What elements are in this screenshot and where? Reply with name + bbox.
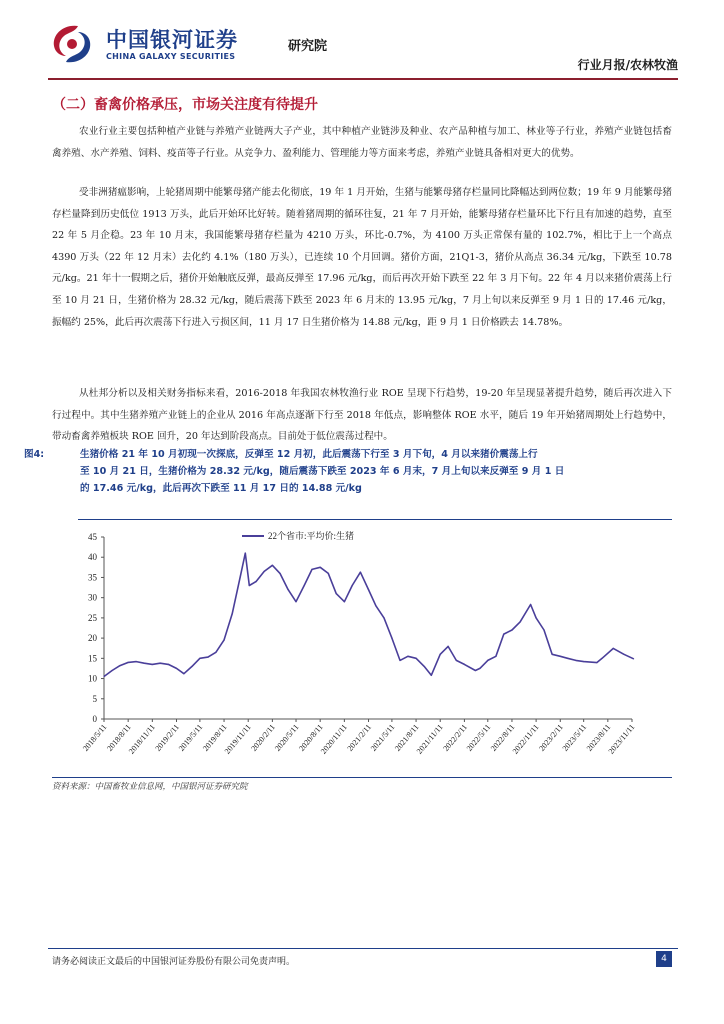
data-point (519, 621, 520, 622)
series-line-0 (104, 553, 634, 676)
data-point (336, 593, 337, 594)
data-point (255, 581, 256, 582)
y-tick-label: 30 (88, 592, 97, 603)
figure-title (24, 446, 672, 497)
data-point (633, 658, 634, 659)
x-tick-label: 2022/5/11 (464, 722, 493, 753)
x-tick-label: 2023/8/11 (584, 722, 613, 753)
section-title: （二）畜禽价格承压，市场关注度有待提升 (52, 97, 318, 113)
data-point (160, 663, 161, 664)
data-point (168, 664, 169, 665)
x-tick-label: 2020/5/11 (272, 722, 301, 753)
data-point (511, 629, 512, 630)
data-point (191, 666, 192, 667)
x-tick-label: 2021/8/11 (393, 722, 421, 753)
data-point (320, 567, 321, 568)
hog-price-chart-svg (52, 525, 672, 775)
galaxy-logo-icon (48, 22, 96, 66)
y-tick-label: 35 (88, 572, 97, 583)
y-tick-label: 45 (88, 532, 97, 542)
data-point (479, 668, 480, 669)
data-point (613, 648, 614, 649)
x-tick-label: 2023/2/11 (537, 722, 565, 753)
data-point (295, 601, 296, 602)
legend-label: 22个省市:平均价:生猪 (268, 531, 355, 541)
footer-divider (48, 948, 678, 949)
source-divider (52, 777, 672, 778)
data-point (144, 663, 145, 664)
y-tick-label: 25 (88, 612, 97, 623)
x-tick-label: 2019/2/11 (153, 722, 182, 753)
data-point (448, 646, 449, 647)
logo-chinese-name: 中国银河证券 (106, 28, 238, 52)
x-tick-label: 2023/5/11 (560, 722, 589, 753)
report-type: 行业月报/农林牧渔 (577, 58, 678, 72)
data-point (503, 633, 504, 634)
x-tick-label: 2020/8/11 (297, 722, 325, 753)
x-tick-label: 2019/11/11 (222, 722, 253, 756)
paragraph-roe: 从杜邦分析以及相关财务指标来看，2016-2018 年我国农林牧渔行业 ROE 呈现下行趋势，19-20 年呈现显著提升趋势，随后再次进入下行过程中。其中生猪养殖产业链上的企业从 2016 年高点逐渐下行至 2018 年低点，影响整体 ROE 水平，随后 19 年开始猪周期处上行趋势中，带动畜禽养殖板块 ROE 回升，20 年达到阶段高点。目前处于低位震荡过程中。 (52, 388, 672, 443)
data-point (215, 652, 216, 653)
data-point (543, 629, 544, 630)
data-point (264, 571, 265, 572)
header-divider (48, 78, 678, 80)
data-point (464, 664, 465, 665)
data-point (239, 577, 240, 578)
y-tick-label: 20 (88, 633, 97, 644)
data-point (495, 656, 496, 657)
data-point (583, 661, 584, 662)
x-tick-label: 2022/8/11 (488, 722, 517, 753)
data-point (136, 661, 137, 662)
data-point (575, 660, 576, 661)
y-tick-label: 10 (88, 673, 97, 684)
footer-disclaimer: 请务必阅读正文最后的中国银河证券股份有限公司免责声明。 (52, 957, 296, 967)
figure-divider (78, 519, 672, 520)
data-point (487, 660, 488, 661)
figure-title-line-1: 图4: 生猪价格 21 年 10 月初现一次探底，反弹至 12 月初，此后震荡下行至 3 月下旬，4 月以来猪价震荡上行 (52, 446, 672, 463)
data-point (475, 670, 476, 671)
x-tick-label: 2020/2/11 (249, 722, 277, 753)
data-point (530, 604, 531, 605)
data-point (596, 662, 597, 663)
data-point (424, 666, 425, 667)
data-point (272, 565, 273, 566)
y-tick-label: 15 (88, 653, 97, 664)
data-point (245, 553, 246, 554)
page-number: 4 (656, 951, 672, 967)
x-tick-label: 2018/11/11 (126, 722, 157, 756)
data-point (415, 658, 416, 659)
paragraph-industry: 农业行业主要包括种植产业链与养殖产业链两大子产业，其中种植产业链涉及种业、农产品种植与加工、林业等子行业，养殖产业链包括畜禽养殖、水产养殖、饲料、疫苗等子行业。从竞争力、盈利能力、管理能力等方面来考虑，养殖产业链具备相对更大的优势。 (52, 126, 672, 159)
data-point (352, 585, 353, 586)
x-tick-label: 2019/8/11 (201, 722, 229, 753)
logo-english-name: CHINA GALAXY SECURITIES (106, 52, 236, 61)
data-point (552, 654, 553, 655)
institute-name: 研究院 (288, 39, 328, 54)
x-tick-label: 2023/11/11 (606, 722, 637, 756)
data-point (601, 658, 602, 659)
figure-title-line-3: 的 17.46 元/kg，此后再次下跌至 11 月 17 日的 14.88 元/kg (80, 483, 362, 494)
data-point (328, 573, 329, 574)
data-point (456, 660, 457, 661)
data-point (344, 601, 345, 602)
data-point (391, 638, 392, 639)
data-point (223, 640, 224, 641)
x-tick-label: 2019/5/11 (176, 722, 205, 753)
data-point (288, 589, 289, 590)
x-tick-label: 2022/2/11 (441, 722, 469, 753)
y-tick-label: 5 (92, 693, 97, 704)
page-header (48, 20, 678, 78)
hog-price-chart (52, 525, 672, 775)
x-tick-label: 2022/11/11 (510, 722, 541, 756)
data-point (536, 617, 537, 618)
x-tick-label: 2021/2/11 (345, 722, 374, 753)
data-point (112, 670, 113, 671)
data-point (183, 673, 184, 674)
data-point (249, 585, 250, 586)
data-point (152, 664, 153, 665)
data-point (440, 654, 441, 655)
data-point (407, 656, 408, 657)
data-point (360, 572, 361, 573)
data-point (279, 573, 280, 574)
data-point (368, 589, 369, 590)
data-point (207, 657, 208, 658)
data-point (399, 660, 400, 661)
paragraph-hog-cycle: 受非洲猪瘟影响，上轮猪周期中能繁母猪产能去化彻底，19 年 1 月开始，生猪与能繁母猪存栏量同比降幅达到两位数；19 年 9 月能繁母猪存栏量降到历史低位 1913 万头，此后开始环比好转。随着猪周期的循环往复，21 年 7 月开始，能繁母猪存栏量环比下行且有加速的趋势，直至 22 年 5 月企稳。23 年 10 月末，我国能繁母猪存栏量为 4210 万头，环比-0.7%，为 4100 万头正常保有量的 102.7%，相比于上一个高点 4390 万头（22 年 12 月末）去化约 4.1%（180 万头），已连续 10 个月回调。猪价方面，21Q1-3，猪价从高点 36.34 元/kg，下跌至 10.78 元/kg。21 年十一假期之后，猪价开始触底反弹，最高反弹至 17.96 元/kg，而后再次开始下跌至 22 年 3 月下旬。22 年 4 月以来猪价震荡上行至 10 月 21 日，生猪价格为 28.32 元/kg，随后震荡下跌至 2023 年 6 月末的 13.95 元/kg，7 月上旬以来反弹至 9 月 1 日的 17.46 元/kg，振幅约 25%，此后再次震荡下行进入亏损区间，11 月 17 日生猪价格为 14.88 元/kg，距 9 月 1 日价格跌去 14.78%。 (52, 187, 672, 328)
data-point (311, 569, 312, 570)
x-tick-label: 2021/11/11 (414, 722, 445, 756)
data-point (103, 676, 104, 677)
x-tick-label: 2018/8/11 (105, 722, 133, 753)
data-point (623, 654, 624, 655)
data-point (383, 617, 384, 618)
figure-source: 资料来源：中国畜牧业信息网，中国银河证券研究院 (52, 782, 248, 792)
data-point (176, 668, 177, 669)
data-point (567, 658, 568, 659)
data-point (560, 656, 561, 657)
data-point (431, 675, 432, 676)
figure-title-line-2: 至 10 月 21 日，生猪价格为 28.32 元/kg，随后震荡下跌至 2023 年 6 月末，7 月上旬以来反弹至 9 月 1 日 (80, 466, 565, 477)
x-tick-label: 2020/11/11 (318, 722, 349, 756)
data-point (199, 658, 200, 659)
x-tick-label: 2021/5/11 (368, 722, 397, 753)
data-point (375, 605, 376, 606)
data-point (119, 665, 120, 666)
data-point (128, 662, 129, 663)
figure-label: 图4: (24, 449, 45, 460)
data-point (232, 613, 233, 614)
x-tick-label: 2018/5/11 (80, 722, 109, 753)
data-point (304, 585, 305, 586)
y-tick-label: 40 (88, 552, 97, 563)
y-tick-label: 0 (92, 714, 97, 724)
